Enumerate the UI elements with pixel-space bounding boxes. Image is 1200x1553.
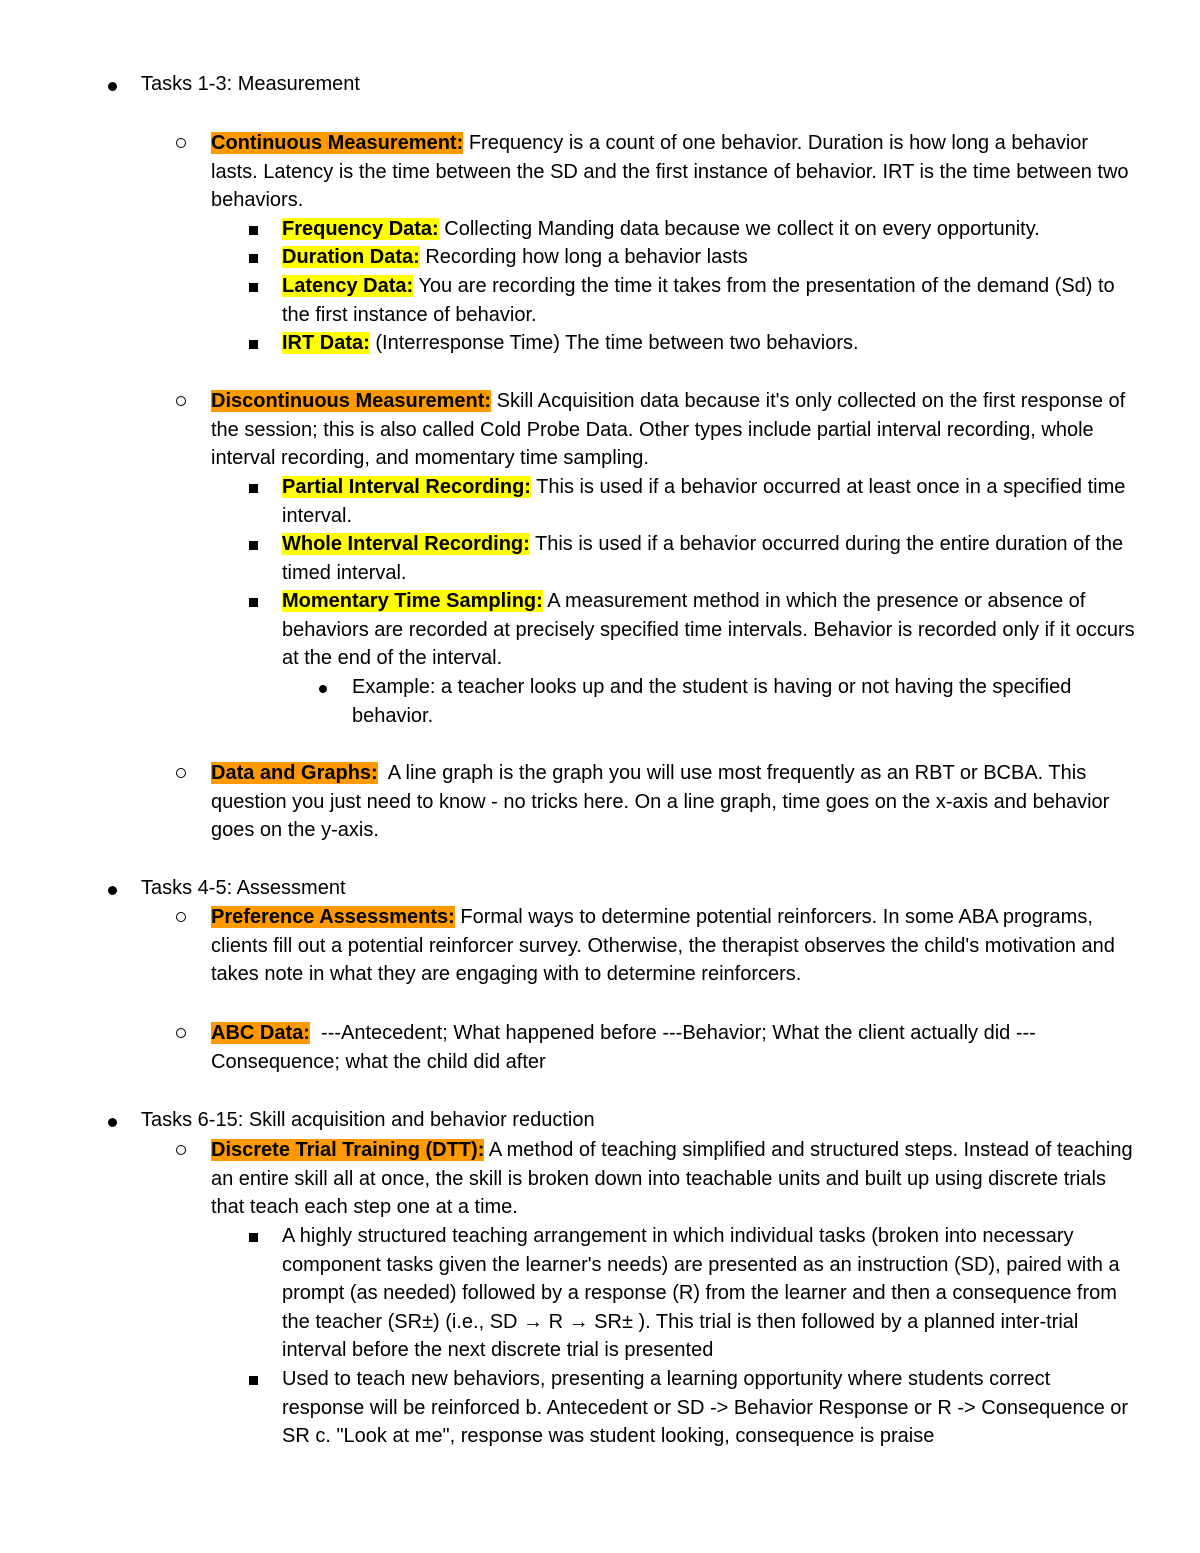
bullet-disc-icon [108,886,117,895]
definition-text: Collecting Manding data because we collect it on every opportunity. [444,218,1040,240]
bullet-circle-icon [176,1028,186,1038]
list-item-text [211,1136,1136,1222]
term-highlight: Discrete Trial Training (DTT): [211,1139,485,1161]
list-item-text [282,243,1138,272]
list-item-text [282,329,1138,358]
bullet-square-icon [249,254,258,263]
definition-text: This is used if a behavior occurred during the entire duration of the timed interval. [282,533,1124,584]
bullet-circle-icon [176,768,186,778]
term-highlight: Data and Graphs: [211,762,378,784]
section-heading-text: Tasks 1-3: Measurement [141,73,360,95]
list-item-text [211,1019,1136,1076]
definition-text: Skill Acquisition data because it's only collected on the first response of the session; this is also called Cold Probe Data. Other types include partial interval recording, whole interval recording, and momentary time sampling. [211,390,1126,470]
term-highlight: IRT Data: [282,332,370,354]
section-heading-text: Tasks 6-15: Skill acquisition and behavior reduction [141,1109,595,1131]
list-item-text [282,587,1138,673]
bullet-circle-icon [176,1145,186,1155]
term-highlight: Latency Data: [282,275,414,297]
term-highlight: Partial Interval Recording: [282,476,531,498]
definition-text: A method of teaching simplified and structured steps. Instead of teaching an entire skill all at once, the skill is broken down into teachable units and built up using discrete trials that teach each step one at a time. [211,1139,1133,1219]
definition-text: A highly structured teaching arrangement in which individual tasks (broken into necessary component tasks given the learner's needs) are presented as an instruction (SD), paired with a prompt (as needed) followed by a response (R) from the learner and then a consequence from the teacher (SR±) (i.e., SD → R → SR± ). This trial is then followed by a planned inter-trial interval before the next discrete trial is presented [282,1225,1120,1362]
definition-text: A line graph is the graph you will use most frequently as an RBT or BCBA. This question you just need to know - no tricks here. On a line graph, time goes on the x-axis and behavior goes on the y-axis. [211,762,1110,842]
bullet-square-icon [249,1376,258,1385]
list-item-text [211,129,1136,215]
bullet-square-icon [249,340,258,349]
definition-text: Recording how long a behavior lasts [425,246,748,268]
example-text: Example: a teacher looks up and the student is having or not having the specified behavior. [352,676,1072,727]
definition-text: This is used if a behavior occurred at least once in a specified time interval. [282,476,1126,527]
term-highlight: Frequency Data: [282,218,439,240]
list-item-text [211,759,1136,845]
definition-text: You are recording the time it takes from the presentation of the demand (Sd) to the first instance of behavior. [282,275,1115,326]
definition-text: (Interresponse Time) The time between two behaviors. [375,332,859,354]
term-highlight: Momentary Time Sampling: [282,590,543,612]
bullet-disc-icon [108,82,117,91]
list-item-text [282,272,1138,329]
term-highlight: Preference Assessments: [211,906,455,928]
term-highlight: Whole Interval Recording: [282,533,530,555]
list-item-text [211,903,1136,989]
list-item-text [211,387,1136,473]
section-heading-text: Tasks 4-5: Assessment [141,877,346,899]
term-highlight: Duration Data: [282,246,420,268]
bullet-circle-icon [176,912,186,922]
bullet-square-icon [249,226,258,235]
definition-text: A measurement method in which the presence or absence of behaviors are recorded at precisely specified time intervals. Behavior is recorded only if it occurs at the end of the interval. [282,590,1135,670]
bullet-dot-icon [319,685,327,693]
term-highlight: Continuous Measurement: [211,132,464,154]
term-highlight: ABC Data: [211,1022,310,1044]
definition-text: ---Antecedent; What happened before ---Behavior; What the client actually did ---Consequence; what the child did after [211,1022,1036,1073]
definition-text: Used to teach new behaviors, presenting a learning opportunity where students correct response will be reinforced b. Antecedent or SD -> Behavior Response or R -> Consequence or SR c. "Look at me", response was student looking, consequence is praise [282,1368,1129,1448]
bullet-square-icon [249,541,258,550]
list-item-text [282,530,1138,587]
list-item-text [282,215,1138,244]
bullet-circle-icon [176,138,186,148]
bullet-square-icon [249,598,258,607]
term-highlight: Discontinuous Measurement: [211,390,492,412]
list-item-text [282,473,1138,530]
definition-text: Frequency is a count of one behavior. Duration is how long a behavior lasts. Latency is the time between the SD and the first instance of behavior. IRT is the time between two behaviors. [211,132,1129,212]
bullet-square-icon [249,283,258,292]
bullet-square-icon [249,484,258,493]
bullet-disc-icon [108,1118,117,1127]
bullet-circle-icon [176,396,186,406]
bullet-square-icon [249,1233,258,1242]
definition-text: Formal ways to determine potential reinforcers. In some ABA programs, clients fill out a potential reinforcer survey. Otherwise, the therapist observes the child's motivation and takes note in what they are engaging with to determine reinforcers. [211,906,1115,986]
